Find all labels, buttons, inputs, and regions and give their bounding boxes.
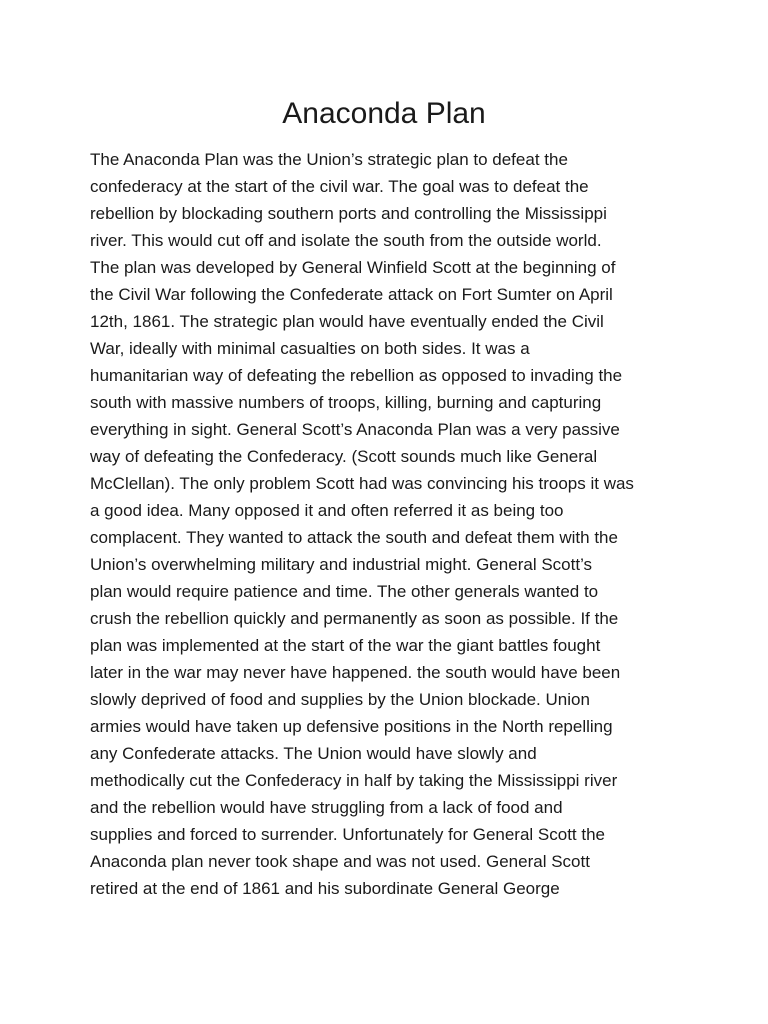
text-line: a good idea. Many opposed it and often referred it as being too [90, 501, 564, 520]
text-line: slowly deprived of food and supplies by the Union blockade. Union [90, 690, 590, 709]
text-line: rebellion by blockading southern ports and controlling the Mississippi [90, 204, 607, 223]
text-line: confederacy at the start of the civil war. The goal was to defeat the [90, 177, 589, 196]
text-line: armies would have taken up defensive positions in the North repelling [90, 717, 613, 736]
text-line: retired at the end of 1861 and his subordinate General George [90, 879, 560, 898]
text-line: McClellan). The only problem Scott had was convincing his troops it was [90, 474, 634, 493]
text-line: crush the rebellion quickly and permanently as soon as possible. If the [90, 609, 619, 628]
text-line: The Anaconda Plan was the Union’s strategic plan to defeat the [90, 150, 568, 169]
text-line: The plan was developed by General Winfield Scott at the beginning of [90, 258, 616, 277]
text-line: the Civil War following the Confederate attack on Fort Sumter on April [90, 285, 613, 304]
text-line: later in the war may never have happened. the south would have been [90, 663, 621, 682]
text-line: way of defeating the Confederacy. (Scott sounds much like General [90, 447, 598, 466]
text-line: Union’s overwhelming military and industrial might. General Scott’s [90, 555, 593, 574]
text-line: and the rebellion would have struggling from a lack of food and [90, 798, 563, 817]
page-title: Anaconda Plan [282, 97, 486, 130]
text-line: Anaconda plan never took shape and was not used. General Scott [90, 852, 590, 871]
text-line: river. This would cut off and isolate the south from the outside world. [90, 231, 602, 250]
text-line: everything in sight. General Scott’s Anaconda Plan was a very passive [90, 420, 620, 439]
text-line: plan was implemented at the start of the war the giant battles fought [90, 636, 601, 655]
text-line: south with massive numbers of troops, killing, burning and capturing [90, 393, 602, 412]
text-line: complacent. They wanted to attack the south and defeat them with the [90, 528, 618, 547]
text-line: supplies and forced to surrender. Unfortunately for General Scott the [90, 825, 606, 844]
text-line: 12th, 1861. The strategic plan would have eventually ended the Civil [90, 312, 604, 331]
text-line: plan would require patience and time. The other generals wanted to [90, 582, 599, 601]
body-text [90, 146, 690, 902]
text-line: War, ideally with minimal casualties on both sides. It was a [90, 339, 530, 358]
text-line: any Confederate attacks. The Union would have slowly and [90, 744, 537, 763]
text-line: humanitarian way of defeating the rebellion as opposed to invading the [90, 366, 623, 385]
text-line: methodically cut the Confederacy in half by taking the Mississippi river [90, 771, 618, 790]
